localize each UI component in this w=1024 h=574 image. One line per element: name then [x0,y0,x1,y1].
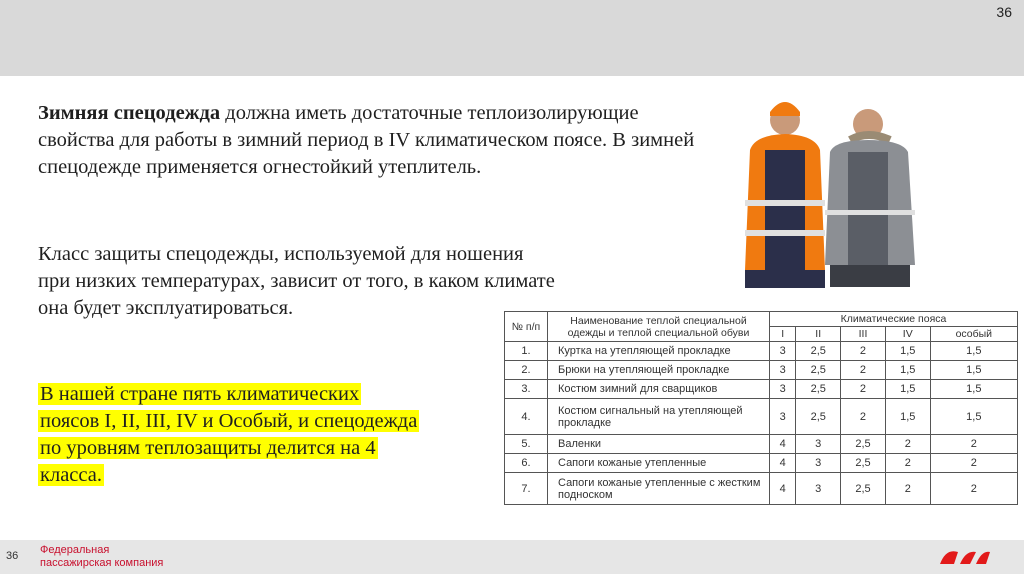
company-name [40,544,163,570]
paragraph-text: должна иметь достаточные теплоизолирующие свойства для работы в зимний период в IV климатическом поясе. В зимней спецодежде применяется огнестойкий утеплитель. [38,102,695,178]
row-name: Сапоги кожаные утепленные [548,454,770,473]
row-name: Куртка на утепляющей прокладке [548,342,770,361]
row-value: 2,5 [796,342,841,361]
belt-header: III [841,327,886,342]
row-num: 6. [505,454,548,473]
top-bar [0,0,1024,76]
row-value: 3 [796,473,841,505]
row-value: 3 [770,380,796,399]
row-num: 2. [505,361,548,380]
row-value: 1,5 [885,361,930,380]
paragraph-bold-term: Зимняя спецодежда [38,102,221,124]
row-value: 1,5 [930,342,1017,361]
table-row [505,361,1018,380]
belt-header: IV [885,327,930,342]
column-header-belts: Климатические пояса [770,312,1018,327]
company-name-line1: Федеральная [40,544,110,556]
row-value: 4 [770,435,796,454]
belt-header: особый [930,327,1017,342]
table-row [505,342,1018,361]
footer-slide-number: 36 [6,550,19,562]
table-row [505,380,1018,399]
row-value: 3 [770,361,796,380]
row-value: 2 [930,473,1017,505]
row-num: 1. [505,342,548,361]
row-name: Костюм сигнальный на утепляющей прокладке [548,399,770,435]
row-value: 1,5 [885,342,930,361]
row-name: Валенки [548,435,770,454]
row-value: 3 [770,399,796,435]
row-num: 4. [505,399,548,435]
row-value: 1,5 [885,399,930,435]
row-name: Сапоги кожаные утепленные с жестким подноском [548,473,770,505]
row-num: 7. [505,473,548,505]
row-name: Костюм зимний для сварщиков [548,380,770,399]
row-value: 2 [930,454,1017,473]
table-row [505,454,1018,473]
paragraph-climate-belts [38,381,418,489]
row-value: 3 [796,454,841,473]
row-value: 2,5 [796,399,841,435]
row-value: 1,5 [930,380,1017,399]
table-row [505,399,1018,435]
row-value: 4 [770,454,796,473]
column-header-num: № п/п [505,312,548,342]
column-header-name: Наименование теплой специальной одежды и теплой специальной обуви [548,312,770,342]
row-value: 2,5 [841,454,886,473]
paragraph-winter-workwear [38,100,718,181]
row-num: 5. [505,435,548,454]
row-value: 2,5 [841,473,886,505]
row-value: 2 [885,473,930,505]
row-value: 2 [841,342,886,361]
footer-bar [0,540,1024,574]
row-value: 2,5 [841,435,886,454]
climate-belts-table [504,311,1018,505]
row-value: 2 [930,435,1017,454]
row-num: 3. [505,380,548,399]
winter-workwear-photo-icon [730,90,930,290]
row-value: 2,5 [796,380,841,399]
table-row [505,435,1018,454]
table-header-row [505,312,1018,327]
rzd-logo-icon [936,544,992,570]
row-value: 2 [885,454,930,473]
belt-header: II [796,327,841,342]
row-value: 2 [841,361,886,380]
row-name: Брюки на утепляющей прокладке [548,361,770,380]
table-row [505,473,1018,505]
row-value: 1,5 [885,380,930,399]
row-value: 1,5 [930,361,1017,380]
row-value: 3 [796,435,841,454]
paragraph-protection-class: Класс защиты спецодежды, используемой для ношения при низких температурах, зависит от того, в каком климате она будет эксплуатироваться. [38,243,555,319]
row-value: 3 [770,342,796,361]
highlighted-text: В нашей стране пять климатических поясов I, II, III, IV и Особый, и спецодежда по уровням теплозащиты делится на 4 класса. [40,383,418,486]
slide-number: 36 [996,4,1012,20]
company-name-line2: пассажирская компания [40,557,164,569]
row-value: 2 [841,399,886,435]
row-value: 2 [885,435,930,454]
belt-header: I [770,327,796,342]
row-value: 4 [770,473,796,505]
row-value: 2 [841,380,886,399]
row-value: 1,5 [930,399,1017,435]
row-value: 2,5 [796,361,841,380]
